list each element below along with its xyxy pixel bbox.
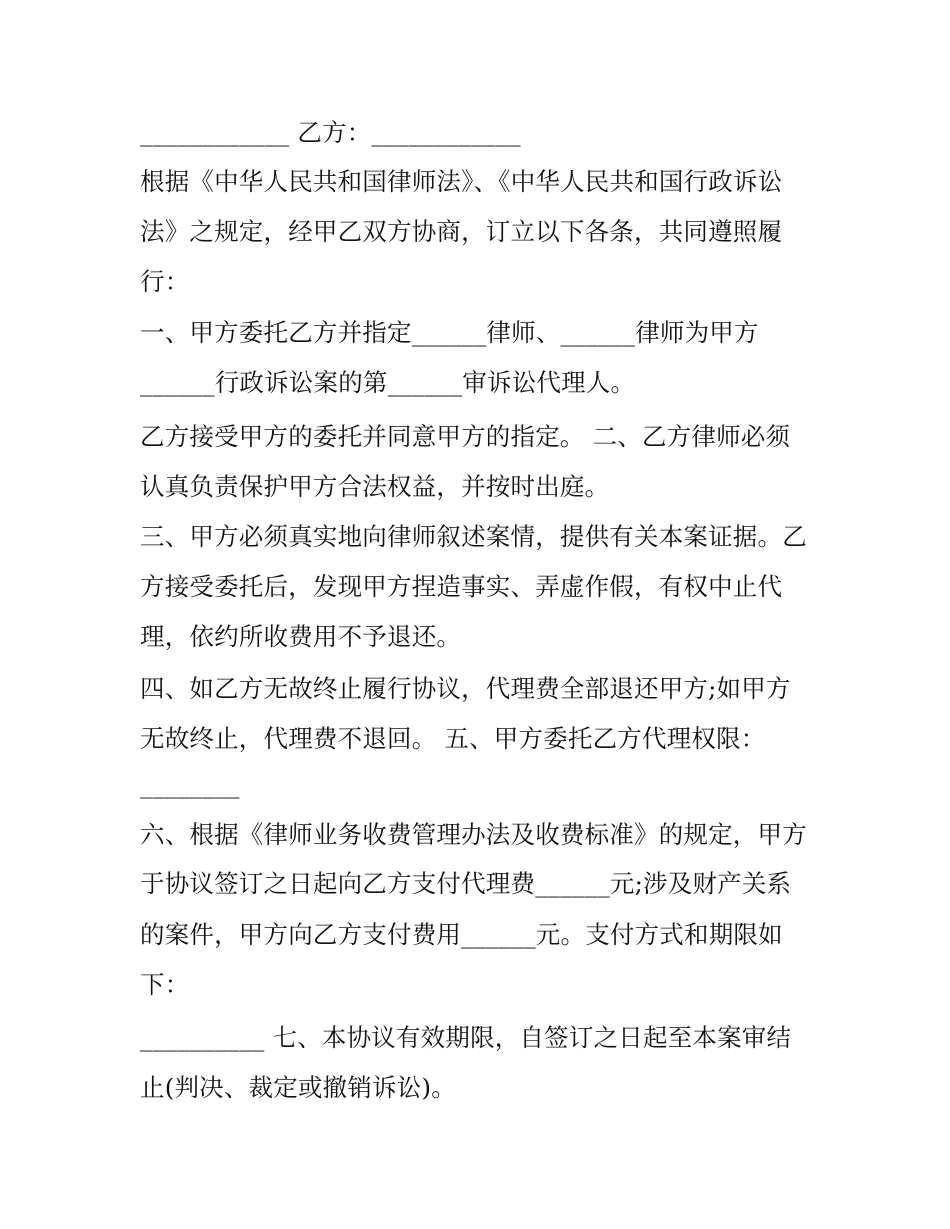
preamble-line-2: 法》之规定，经甲乙双方协商，订立以下各条，共同遵照履 [140,217,783,246]
clause-7-line-2: 止(判决、裁定或撤销诉讼)。 [140,1073,456,1102]
clause-6-line-2: 于协议签订之日起向乙方支付代理费______元;涉及财产关系 [140,869,792,898]
clause-1-line-2: ______行政诉讼案的第______审诉讼代理人。 [140,368,636,397]
clause-3-line-1: 三、甲方必须真实地向律师叙述案情，提供有关本案证据。乙 [140,522,807,551]
clause-3-line-2: 方接受委托后，发现甲方捏造事实、弄虚作假，有权中止代 [140,572,783,601]
clause-6-line-3: 的案件，甲方向乙方支付费用______元。支付方式和期限如 [140,920,783,949]
clause-3-line-3: 理，依约所收费用不予退还。 [140,622,462,651]
preamble-line-3: 行： [140,267,190,296]
clause-7-line-1: __________ 七、本协议有效期限，自签订之日起至本案审结 [140,1023,792,1052]
preamble-line-1: 根据《中华人民共和国律师法》、《中华人民共和国行政诉讼 [140,167,783,196]
clause-6-line-4: 下： [140,970,190,999]
clause-1-line-1: 一、甲方委托乙方并指定______律师、______律师为甲方 [140,318,759,347]
clause-2-line: 认真负责保护甲方合法权益，并按时出庭。 [140,472,610,501]
parties-line: ____________ 乙方：____________ [140,118,521,147]
clause-5-blank: ________ [140,770,240,799]
clause-1-2-line: 乙方接受甲方的委托并同意甲方的指定。 二、乙方律师必须 [140,422,791,451]
clause-6-line-1: 六、根据《律师业务收费管理办法及收费标准》的规定，甲方 [140,820,807,849]
clause-4-5-line: 无故终止，代理费不退回。 五、甲方委托乙方代理权限： [140,724,766,753]
clause-4-line-1: 四、如乙方无故终止履行协议，代理费全部退还甲方;如甲方 [140,674,791,703]
